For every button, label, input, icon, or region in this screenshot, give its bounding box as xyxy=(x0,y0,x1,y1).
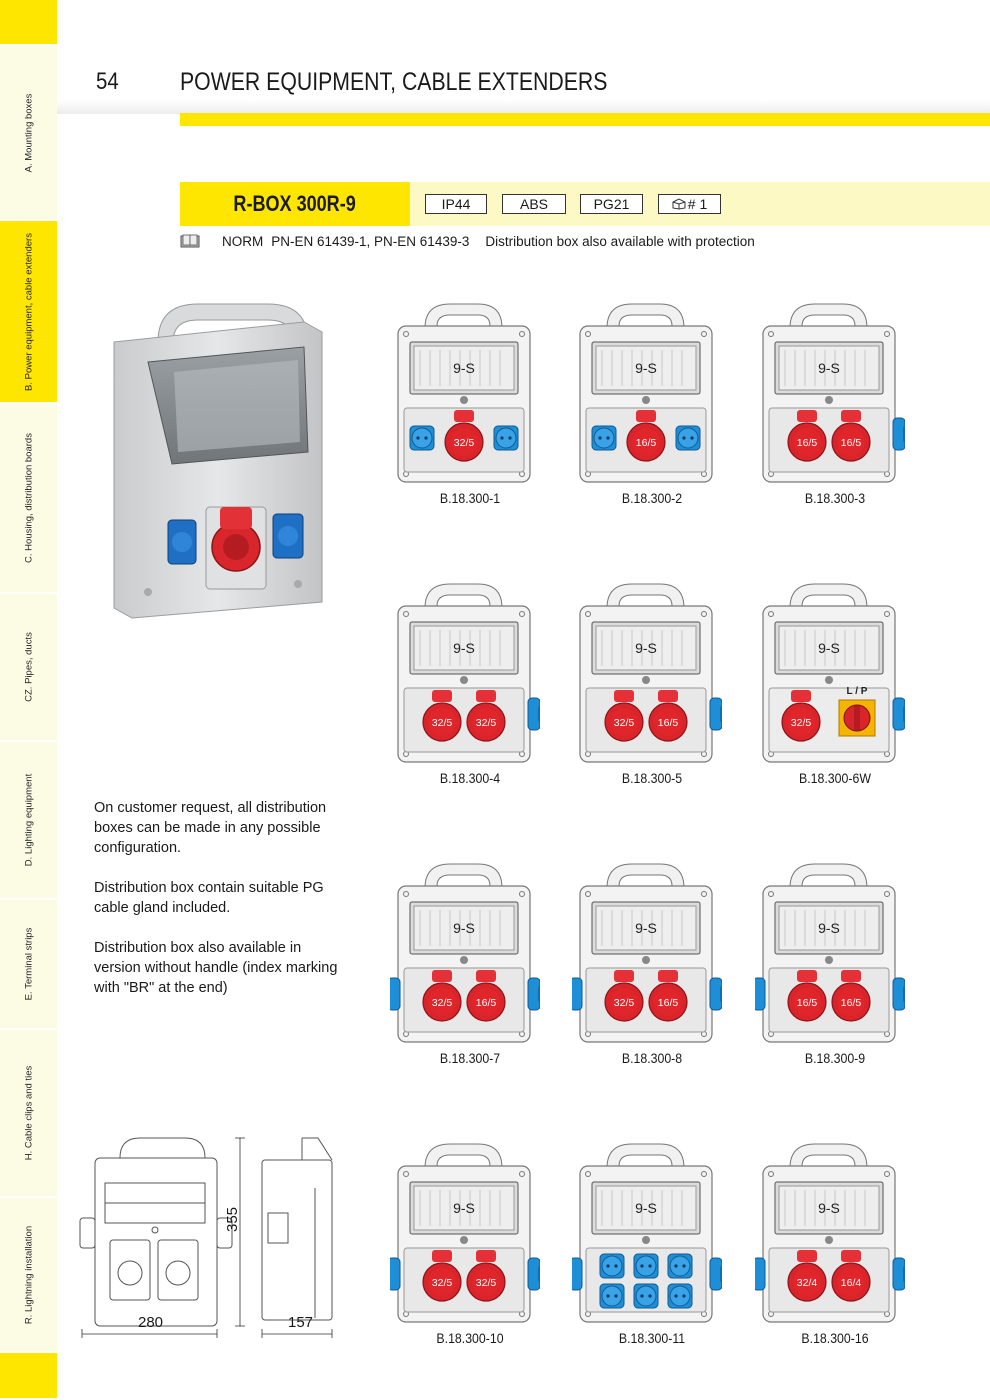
socket-rating: 32/4 xyxy=(796,1277,818,1289)
badge-gland: PG21 xyxy=(580,194,643,214)
side-socket-icon xyxy=(710,978,722,1010)
socket-rating: 16/5 xyxy=(796,437,818,449)
variant-code: B.18.300-6W xyxy=(799,770,871,786)
variant-code: B.18.300-8 xyxy=(621,1050,683,1066)
variant-code: B.18.300-11 xyxy=(618,1330,686,1346)
side-socket-icon xyxy=(893,978,905,1010)
breaker-label: 9-S xyxy=(453,920,475,936)
sidebar-tab-label: CZ. Pipes, ducts xyxy=(23,632,34,702)
socket-panel xyxy=(769,1248,889,1312)
sidebar-tab-b[interactable] xyxy=(0,221,57,404)
variant-code: B.18.300-16 xyxy=(801,1330,869,1346)
socket-rating: 32/5 xyxy=(613,997,635,1009)
blue-socket-icon xyxy=(634,1254,658,1278)
note-cable-gland: Distribution box contain suitable PG cable gland included. xyxy=(94,880,324,916)
sidebar-tab-d[interactable] xyxy=(0,742,57,900)
breaker-label: 9-S xyxy=(635,920,657,936)
socket-rating: 32/5 xyxy=(431,997,453,1009)
socket-rating: 16/5 xyxy=(840,437,862,449)
dimension-drawing xyxy=(70,1128,370,1338)
distribution-box-drawing xyxy=(755,300,905,485)
badge-package-label: # 1 xyxy=(687,196,708,212)
sidebar-bottom-tab xyxy=(0,1353,57,1400)
breaker-label: 9-S xyxy=(635,360,657,376)
side-socket-icon xyxy=(528,978,540,1010)
distribution-box-drawing xyxy=(390,580,540,765)
socket-panel xyxy=(404,968,524,1032)
sidebar-tab-a[interactable] xyxy=(0,46,57,221)
side-socket-icon xyxy=(572,1258,582,1290)
badge-package xyxy=(658,194,721,214)
side-socket-icon xyxy=(528,1258,540,1290)
socket-rating: 16/5 xyxy=(657,997,679,1009)
blue-socket-icon xyxy=(494,426,518,450)
blue-socket-icon xyxy=(592,426,616,450)
sidebar-tab-label: E. Terminal strips xyxy=(23,927,34,1001)
variant-code: B.18.300-9 xyxy=(804,1050,866,1066)
distribution-box-drawing xyxy=(572,300,722,485)
variant-card[interactable] xyxy=(562,580,742,800)
variant-card[interactable] xyxy=(745,1140,925,1360)
side-socket-icon xyxy=(755,978,765,1010)
breaker-label: 9-S xyxy=(818,640,840,656)
side-socket-icon xyxy=(893,418,905,450)
distribution-box-drawing xyxy=(572,860,722,1045)
side-socket-icon xyxy=(755,1258,765,1290)
variant-code: B.18.300-1 xyxy=(439,490,501,506)
variant-card[interactable] xyxy=(745,580,925,800)
distribution-box-drawing xyxy=(390,300,540,485)
variant-card[interactable] xyxy=(380,1140,560,1360)
variant-code: B.18.300-4 xyxy=(439,770,501,786)
distribution-box-drawing xyxy=(572,580,722,765)
variant-code: B.18.300-2 xyxy=(621,490,683,506)
breaker-label: 9-S xyxy=(453,640,475,656)
variant-card[interactable] xyxy=(562,1140,742,1360)
sidebar-tab-label: C. Housing, distribution boards xyxy=(23,433,34,563)
breaker-label: 9-S xyxy=(635,1200,657,1216)
side-socket-icon xyxy=(710,698,722,730)
sidebar-tab-e[interactable] xyxy=(0,900,57,1030)
breaker-label: 9-S xyxy=(635,640,657,656)
side-socket-icon xyxy=(390,1258,400,1290)
dim-width: 280 xyxy=(138,1314,164,1331)
norm-standards: PN-EN 61439-1, PN-EN 61439-3 xyxy=(271,233,470,249)
blue-socket-icon xyxy=(410,426,434,450)
variant-card[interactable] xyxy=(745,300,925,520)
variant-card[interactable] xyxy=(380,300,560,520)
variant-code: B.18.300-5 xyxy=(621,770,683,786)
variant-card[interactable] xyxy=(562,300,742,520)
norm-row xyxy=(180,232,755,250)
socket-panel xyxy=(404,1248,524,1312)
sidebar-tab-label: D. Lighting equipment xyxy=(23,773,34,867)
breaker-label: 9-S xyxy=(453,1200,475,1216)
variant-card[interactable] xyxy=(380,860,560,1080)
page-number: 54 xyxy=(96,68,119,95)
socket-rating: 32/5 xyxy=(431,717,453,729)
socket-panel xyxy=(586,968,706,1032)
socket-rating: 32/5 xyxy=(475,717,497,729)
socket-panel xyxy=(769,408,889,472)
blue-socket-icon xyxy=(600,1284,624,1308)
sidebar-tab-label: A. Mounting boxes xyxy=(23,93,34,172)
socket-rating: 32/5 xyxy=(475,1277,497,1289)
socket-rating: 16/5 xyxy=(657,717,679,729)
distribution-box-drawing xyxy=(572,1140,722,1325)
side-socket-icon xyxy=(893,698,905,730)
socket-rating: 32/5 xyxy=(613,717,635,729)
variant-code: B.18.300-10 xyxy=(436,1330,504,1346)
package-icon xyxy=(672,198,686,210)
sidebar-tab-r[interactable] xyxy=(0,1198,57,1353)
socket-rating: 16/5 xyxy=(475,997,497,1009)
side-socket-icon xyxy=(390,978,400,1010)
side-socket-icon xyxy=(893,1258,905,1290)
book-icon xyxy=(180,234,200,248)
distribution-box-drawing xyxy=(755,860,905,1045)
socket-rating: 16/5 xyxy=(635,437,657,449)
sidebar-tab-label: H. Cable clips and ties xyxy=(23,1065,34,1161)
product-name-box xyxy=(180,182,410,226)
breaker-label: 9-S xyxy=(818,1200,840,1216)
breaker-label: 9-S xyxy=(453,360,475,376)
switch-label: L / P xyxy=(846,686,868,697)
socket-rating: 16/5 xyxy=(840,997,862,1009)
sidebar-tab-label: B. Power equipment, cable extenders xyxy=(23,232,34,391)
variant-card[interactable] xyxy=(745,860,925,1080)
breaker-label: 9-S xyxy=(818,360,840,376)
socket-panel xyxy=(769,968,889,1032)
note-configuration: On customer request, all distribution boxes can be made in any possible configuration. xyxy=(94,800,327,856)
blue-socket-icon xyxy=(668,1284,692,1308)
variant-card[interactable] xyxy=(562,860,742,1080)
sidebar-top-tab xyxy=(0,0,57,46)
product-name: R-BOX 300R-9 xyxy=(233,191,357,216)
socket-rating: 32/5 xyxy=(453,437,475,449)
product-photo xyxy=(108,302,323,620)
protection-note: Distribution box also available with protection xyxy=(485,233,755,249)
title-rule xyxy=(180,113,990,126)
blue-socket-icon xyxy=(600,1254,624,1278)
dim-depth: 157 xyxy=(288,1314,314,1331)
blue-socket-icon xyxy=(668,1254,692,1278)
distribution-box-drawing xyxy=(390,860,540,1045)
sidebar-tab-cz[interactable] xyxy=(0,594,57,742)
side-socket-icon xyxy=(710,1258,722,1290)
breaker-label: 9-S xyxy=(818,920,840,936)
sidebar-tab-c[interactable] xyxy=(0,404,57,594)
page-title: POWER EQUIPMENT, CABLE EXTENDERS xyxy=(180,68,608,96)
socket-rating: 32/5 xyxy=(790,717,812,729)
side-socket-icon xyxy=(528,698,540,730)
norm-label: NORM xyxy=(222,233,264,249)
badge-material: ABS xyxy=(502,194,566,214)
blue-socket-icon xyxy=(676,426,700,450)
sidebar-tab-label: R. Lightning installation xyxy=(23,1225,34,1324)
socket-panel xyxy=(586,688,706,752)
variant-code: B.18.300-3 xyxy=(804,490,866,506)
header-shadow xyxy=(57,100,990,114)
notes xyxy=(94,798,344,1018)
socket-panel xyxy=(404,688,524,752)
badge-ip: IP44 xyxy=(425,194,487,214)
section-sidebar xyxy=(0,0,57,1400)
distribution-box-drawing xyxy=(390,1140,540,1325)
dim-height: 355 xyxy=(224,1206,241,1232)
variant-code: B.18.300-7 xyxy=(439,1050,501,1066)
variant-card[interactable] xyxy=(380,580,560,800)
side-socket-icon xyxy=(572,978,582,1010)
note-without-handle: Distribution box also available in version without handle (index marking with "BR" at the end) xyxy=(94,940,338,996)
sidebar-tab-h[interactable] xyxy=(0,1030,57,1198)
distribution-box-drawing xyxy=(755,1140,905,1325)
blue-socket-icon xyxy=(634,1284,658,1308)
socket-rating: 16/4 xyxy=(840,1277,862,1289)
socket-rating: 32/5 xyxy=(431,1277,453,1289)
distribution-box-drawing xyxy=(755,580,905,765)
socket-rating: 16/5 xyxy=(796,997,818,1009)
